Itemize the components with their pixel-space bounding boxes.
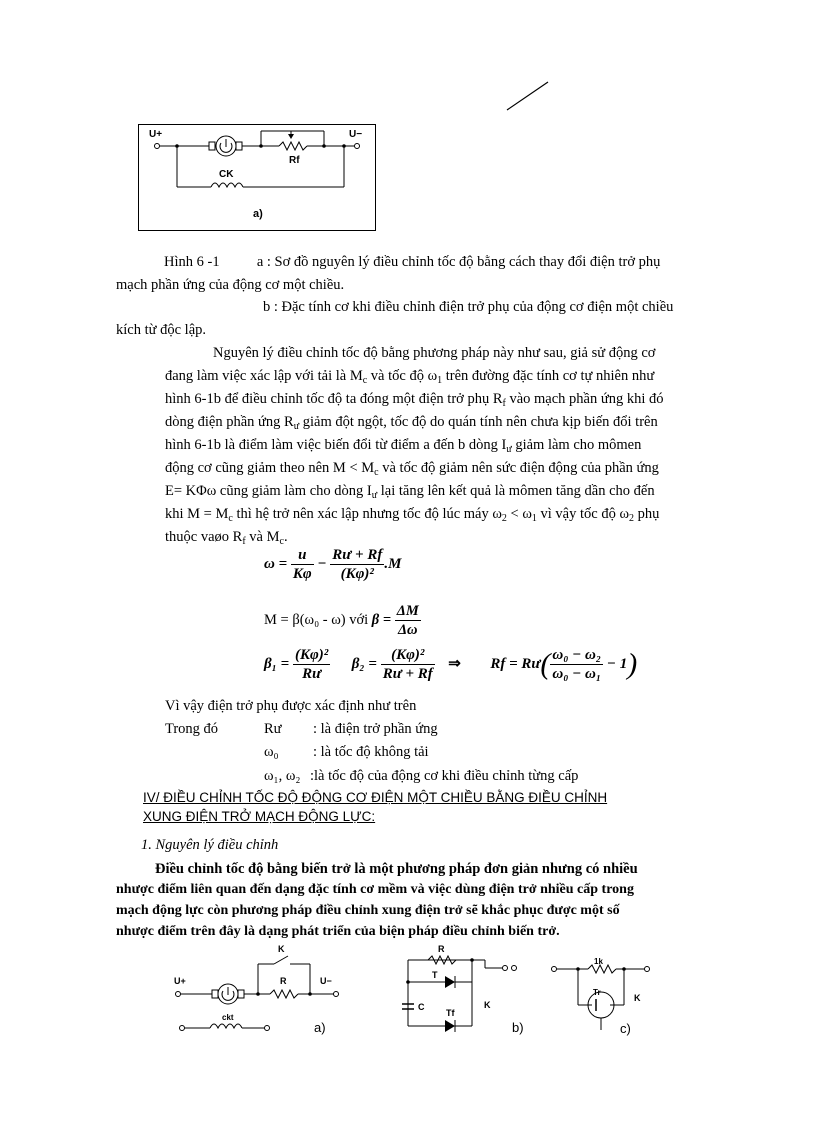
bottom-c-k: K bbox=[634, 993, 641, 1003]
para1-l3-b: vào mạch phần ứng khi đó bbox=[505, 391, 664, 407]
circuit-bottom-b bbox=[390, 938, 530, 1040]
para1-l9-sub: f bbox=[242, 536, 246, 547]
panel-a-label: a) bbox=[253, 208, 263, 220]
eq3-rf: Rf = Rư bbox=[490, 655, 541, 672]
eq2-frac bbox=[395, 602, 421, 639]
para1-l8-a: khi M = M bbox=[165, 506, 229, 522]
eq1-den1: Kφ bbox=[292, 566, 312, 582]
subsection-title: 1. Nguyên lý điều chỉnh bbox=[141, 837, 279, 853]
bottom-b-k: K bbox=[484, 1000, 491, 1010]
w12-description: :là tốc độ của động cơ khi điều chỉnh từng cấp bbox=[310, 768, 579, 784]
para1-l4-sub: ư bbox=[293, 421, 300, 432]
equation-beta bbox=[264, 602, 421, 639]
eq3-b1-den: Rư bbox=[302, 666, 322, 682]
circuit-bottom-c bbox=[548, 955, 658, 1040]
eq2-den: Δω bbox=[397, 622, 418, 638]
bottom-b-tf: Tf bbox=[446, 1008, 455, 1018]
eq3-b1-num: (Kφ)² bbox=[294, 647, 329, 663]
eq3-frac-b1 bbox=[293, 646, 330, 683]
bottom-a-label: a) bbox=[314, 1020, 326, 1035]
para1-l2-a: đang làm việc xác lập với tải là M bbox=[165, 368, 363, 384]
circuit-6-1a-diagram bbox=[139, 125, 375, 230]
eq3-b2-den: Rư + Rf bbox=[382, 666, 433, 682]
para1-line-1: Nguyên lý điều chỉnh tốc độ bằng phương pháp này như sau, giả sử động cơ bbox=[213, 345, 656, 361]
eq3-frac-b2 bbox=[381, 646, 435, 683]
bottom-a-uplus: U+ bbox=[174, 976, 186, 986]
para1-l3-a: hình 6-1b để điều chỉnh tốc độ ta đóng một điện trở phụ R bbox=[165, 391, 503, 407]
ck-label: CK bbox=[219, 169, 234, 180]
section-title-line-2: XUNG ĐIỆN TRỞ MẠCH ĐỘNG LỰC: bbox=[143, 809, 376, 824]
equation-beta12-rf: β₁ = $\frac{\text{(Kφ)²}}{Rư}$ β₂ = $\frac{\text{(Kφ)²}}{Rư + Rf}$ ⇒ Rf = Rư( $\frac{\text{ω₀ − ω₂}}{\text{ω₀ − ω₁}}$ − 1) bbox=[264, 647, 638, 682]
para1-l5-a: hình 6-1b là điểm làm việc biến đổi từ điểm a đến b dòng I bbox=[165, 437, 507, 453]
eq3-rf-tail: − 1 bbox=[606, 655, 628, 672]
bold-para-line-1: Điều chỉnh tốc độ bằng biến trở là một phương pháp đơn giản nhưng có nhiều bbox=[155, 861, 638, 877]
para1-l7-sub: ư bbox=[371, 490, 378, 501]
para1-l6-b: và tốc độ giảm nên sức điện động của phần ứng bbox=[378, 460, 659, 476]
bottom-b-r: R bbox=[438, 944, 445, 954]
para1-l6-sub: c bbox=[374, 467, 379, 478]
r-symbol: Rư bbox=[264, 721, 282, 737]
eq2-text: M = β(ω₀ - ω) với bbox=[264, 611, 369, 628]
u-minus-label: U− bbox=[349, 129, 363, 140]
para1-l8-sub2: 2 bbox=[501, 513, 507, 524]
caption-part-a: a : Sơ đồ nguyên lý điều chỉnh tốc độ bằng cách thay đổi điện trở phụ bbox=[256, 254, 661, 270]
rf-label: Rf bbox=[289, 155, 300, 166]
caption-line-2: mạch phần ứng của động cơ một chiều. bbox=[116, 277, 345, 293]
r-description: : là điện trở phần ứng bbox=[313, 721, 438, 737]
bottom-a-r: R bbox=[280, 976, 287, 986]
para1-l7-b: lại tăng lên kết quả là mômen tăng dần cho đến bbox=[377, 483, 655, 499]
bold-para-line-3: mạch động lực còn phương pháp điều chỉnh xung điện trở sẽ khắc phục được một số bbox=[116, 903, 620, 918]
para1-l5-sub: ư bbox=[506, 444, 512, 455]
w12-symbol: ω₁, ω₂ bbox=[264, 768, 301, 784]
para1-l8-b: thì hệ trở nên xác lập nhưng tốc độ lúc máy ω bbox=[232, 506, 502, 522]
u-plus-label: U+ bbox=[149, 129, 163, 140]
circuit-bottom-a bbox=[170, 940, 340, 1040]
para1-l5-b: giảm làm cho mômen bbox=[511, 437, 642, 453]
eq2-beta: β = bbox=[371, 611, 392, 628]
para1-l9-b: và M bbox=[245, 529, 280, 545]
para1-l2-sub: c bbox=[362, 375, 368, 386]
eq2-num: ΔM bbox=[396, 603, 419, 619]
para1-l8-sub: c bbox=[228, 513, 233, 524]
figure-6-1a bbox=[138, 124, 376, 231]
eq3-rf-num: ω₀ − ω₂ bbox=[552, 647, 602, 663]
w0-description: : là tốc độ không tải bbox=[313, 744, 429, 760]
eq1-frac-2 bbox=[330, 546, 384, 583]
para1-l8-sub4: 2 bbox=[629, 513, 635, 524]
para1-l6-a: động cơ cũng giảm theo nên M < M bbox=[165, 460, 375, 476]
equation-omega bbox=[264, 546, 401, 583]
para1-l3-sub: f bbox=[502, 398, 506, 409]
para1-l9-a: thuộc vaøo R bbox=[165, 529, 243, 545]
para1-l8-d: vì vậy tốc độ ω bbox=[536, 506, 630, 522]
eq3-frac-rf bbox=[550, 646, 603, 683]
para1-l4-a: dòng điện phần ứng R bbox=[165, 414, 294, 430]
para1-l4-b: giảm đột ngột, tốc độ do quán tính nên chưa kịp biến đổi trên bbox=[299, 414, 658, 430]
para1-l9-c: . bbox=[283, 529, 288, 545]
bottom-a-k: K bbox=[278, 944, 285, 954]
para1-l8-e: phụ bbox=[634, 506, 660, 522]
stray-line bbox=[505, 80, 550, 112]
para1-l7-a: E= KΦω cũng giảm làm cho dòng I bbox=[165, 483, 372, 499]
eq3-b2-num: (Kφ)² bbox=[381, 646, 435, 665]
bottom-b-t: T bbox=[432, 970, 438, 980]
bottom-c-1k: 1k bbox=[594, 957, 603, 966]
caption-line-3: b : Đặc tính cơ khi điều chỉnh điện trở phụ của động cơ điện một chiều bbox=[263, 299, 674, 315]
caption-figure-number: Hình 6 -1 bbox=[164, 254, 220, 270]
eq1-minus: − bbox=[317, 555, 327, 572]
para1-l8-c: < ω bbox=[506, 506, 532, 522]
eq1-num2: Rư + Rf bbox=[332, 547, 383, 563]
eq3-b2: β₂ = bbox=[351, 655, 377, 672]
para1-l9-sub2: c bbox=[279, 536, 284, 547]
bold-para-line-4: nhược điểm trên đây là dạng phát triển của biện pháp điều chỉnh biến trở. bbox=[116, 924, 560, 939]
eq3-arrow: ⇒ bbox=[448, 655, 461, 672]
eq1-den2: (Kφ)² bbox=[340, 566, 374, 582]
section-title-line-1: IV/ ĐIỀU CHỈNH TỐC ĐỘ ĐỘNG CƠ ĐIỆN MỘT CHIỀU BẰNG ĐIỀU CHỈNH bbox=[143, 790, 608, 805]
bold-para-line-2: nhược điểm liên quan đến dạng đặc tính cơ mềm và việc dùng điện trở nhiều cấp trong bbox=[116, 882, 634, 897]
eq1-lhs: ω = bbox=[264, 555, 288, 572]
w0-symbol: ω₀ bbox=[264, 744, 279, 760]
para1-l2-c: trên đường đặc tính cơ tự nhiên như bbox=[442, 368, 655, 384]
where-label: Trong đó bbox=[165, 721, 219, 737]
eq1-frac-1 bbox=[291, 546, 314, 583]
para1-l8-sub3: 1 bbox=[531, 513, 537, 524]
bottom-a-ckt: ckt bbox=[222, 1013, 234, 1022]
eq1-tail: .M bbox=[384, 555, 402, 572]
caption-line-4: kích từ độc lập. bbox=[116, 322, 207, 338]
caption-line-1 bbox=[164, 251, 740, 273]
bottom-b-c: C bbox=[418, 1002, 425, 1012]
bottom-c-tr: Tr bbox=[593, 988, 601, 997]
para1-l2-sub2: 1 bbox=[437, 375, 443, 386]
eq3-b1: β₁ = bbox=[264, 655, 290, 672]
eq3-rf-den: ω₀ − ω₁ bbox=[552, 666, 602, 682]
para1-l2-b: và tốc độ ω bbox=[367, 368, 438, 384]
bottom-c-label: c) bbox=[620, 1021, 631, 1036]
after-eq-line-1: Vì vậy điện trở phụ được xác định như trên bbox=[165, 698, 417, 714]
eq1-num1: u bbox=[291, 546, 314, 565]
bottom-b-label: b) bbox=[512, 1020, 524, 1035]
bottom-a-uminus: U− bbox=[320, 976, 332, 986]
